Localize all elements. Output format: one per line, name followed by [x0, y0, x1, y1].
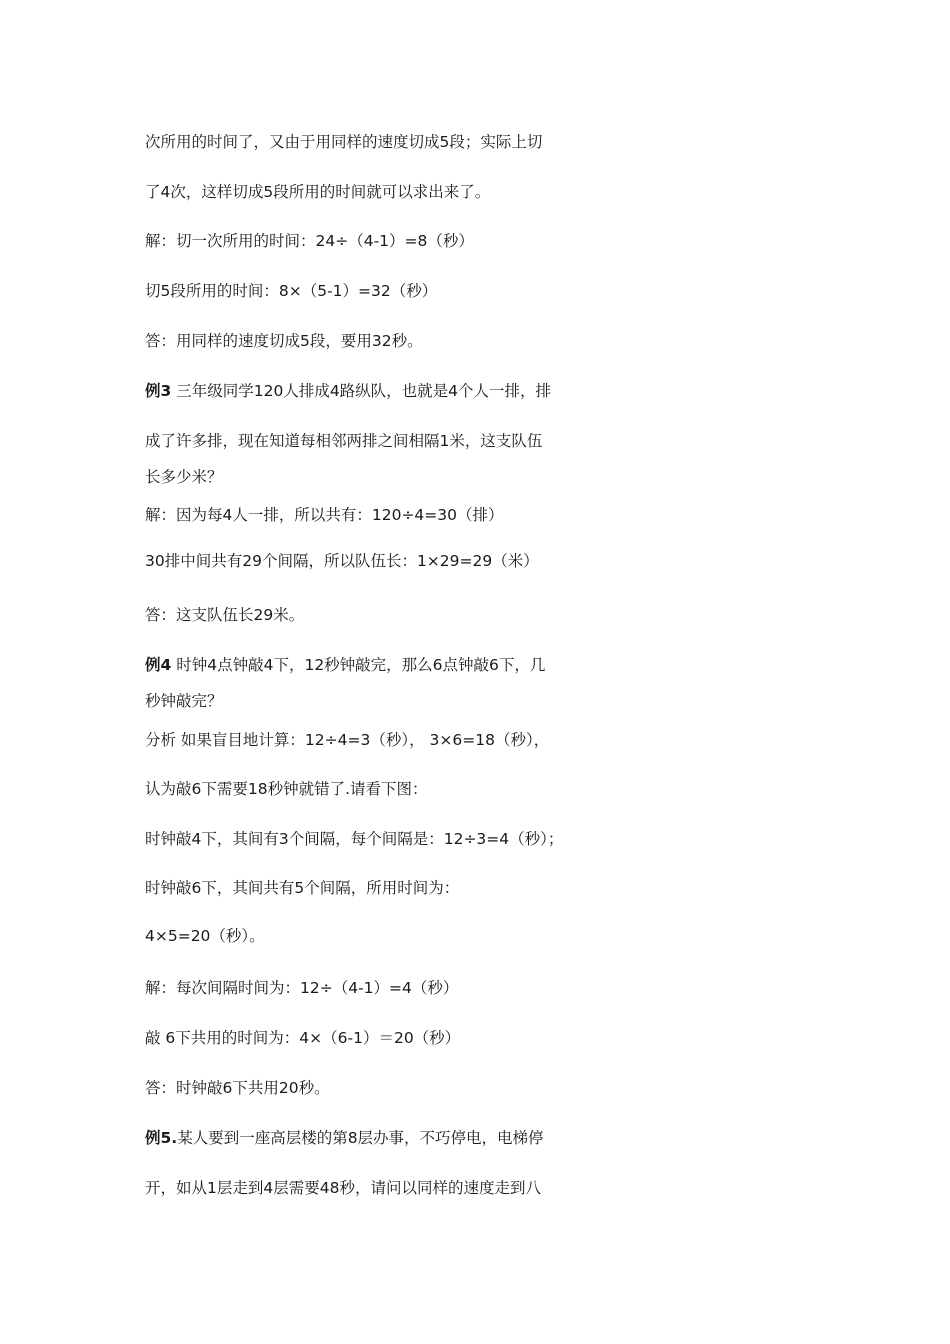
- text-line: 三年级同学120人排成4路纵队，也就是4个人一排，排: [176, 382, 552, 400]
- text-line: 答：时钟敲6下共用20秒。: [145, 1079, 330, 1097]
- text-line: 4×5=20（秒）。: [145, 927, 265, 945]
- text-line: 时钟敲4下，其间有3个间隔，每个间隔是：12÷3=4（秒）；: [145, 830, 564, 848]
- text-line: 开，如从1层走到4层需要48秒，请问以同样的速度走到八: [145, 1179, 541, 1197]
- text-line: 分析 如果盲目地计算：12÷4=3（秒）， 3×6=18（秒），: [145, 731, 550, 749]
- text-line: 了4次，这样切成5段所用的时间就可以求出来了。: [145, 183, 491, 201]
- text-line: 时钟4点钟敲4下，12秒钟敲完，那么6点钟敲6下，几: [176, 656, 546, 674]
- example-3-line: [145, 380, 605, 402]
- text-line: 解：切一次所用的时间：24÷（4-1）=8（秒）: [145, 232, 474, 250]
- example-3-label: 例3: [145, 382, 172, 400]
- text-line: 解：每次间隔时间为：12÷（4-1）=4（秒）: [145, 979, 459, 997]
- text-line: 切5段所用的时间：8×（5-1）=32（秒）: [145, 282, 438, 300]
- example-4-line: [145, 654, 605, 676]
- example-5-line: [145, 1127, 605, 1149]
- text-line: 次所用的时间了，又由于用同样的速度切成5段；实际上切: [145, 133, 543, 151]
- text-line: 秒钟敲完？: [145, 692, 223, 710]
- text-line: 成了许多排，现在知道每相邻两排之间相隔1米，这支队伍: [145, 432, 543, 450]
- text-line: 长多少米？: [145, 468, 223, 486]
- text-line: 答：这支队伍长29米。: [145, 606, 305, 624]
- text-line: 认为敲6下需要18秒钟就错了.请看下图：: [145, 780, 428, 798]
- text-line: 时钟敲6下，其间共有5个间隔，所用时间为：: [145, 879, 460, 897]
- example-4-label: 例4: [145, 656, 172, 674]
- example-5-label: 例5.: [145, 1129, 178, 1147]
- text-line: 30排中间共有29个间隔，所以队伍长：1×29=29（米）: [145, 552, 539, 570]
- text-line: 答：用同样的速度切成5段，要用32秒。: [145, 332, 423, 350]
- text-line: 敲 6下共用的时间为：4×（6-1）＝20（秒）: [145, 1029, 461, 1047]
- text-line: 解：因为每4人一排，所以共有：120÷4=30（排）: [145, 506, 504, 524]
- text-line: 某人要到一座高层楼的第8层办事，不巧停电，电梯停: [177, 1129, 544, 1147]
